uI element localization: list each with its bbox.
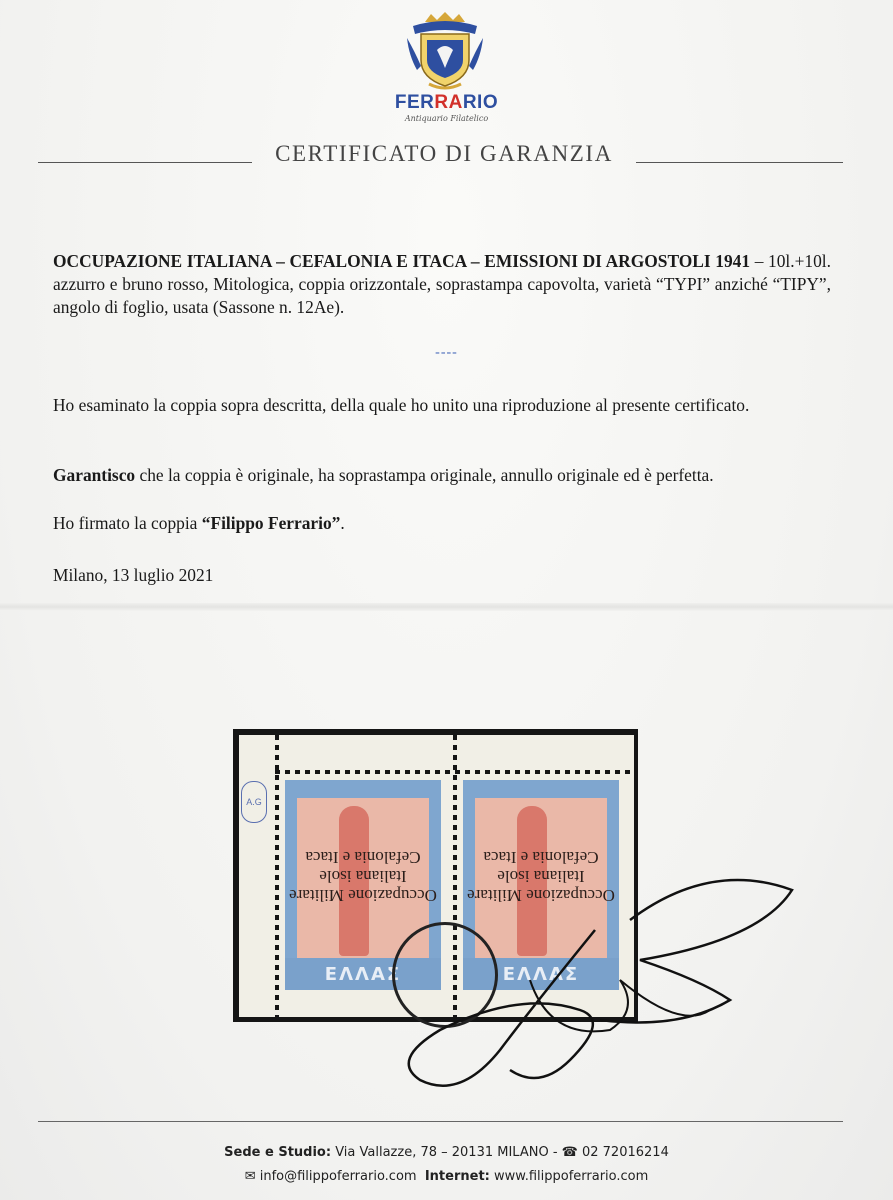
examination-statement: Ho esaminato la coppia sopra descritta, della quale ho unito una riproduzione al presente certificato. [53, 395, 750, 415]
handwritten-signature [380, 860, 800, 1105]
envelope-icon: ✉ [244, 1169, 256, 1184]
overprint-line-2: Italiana isole [319, 867, 407, 886]
website-link[interactable]: www.filippoferrario.com [489, 1169, 649, 1184]
coat-of-arms-logo [405, 12, 485, 90]
email-address[interactable]: info@filippoferrario.com [255, 1169, 417, 1184]
overprint-line-3: Cefalonia e Itaca [305, 848, 421, 867]
overprint-line-1: Occupazione Militare [467, 886, 615, 905]
overprint-line-3: Cefalonia e Itaca [483, 848, 599, 867]
address-text: Via Vallazze, 78 – 20131 MILANO - [331, 1145, 562, 1160]
place-date: Milano, 13 luglio 2021 [53, 565, 214, 585]
signed-end: . [340, 513, 345, 533]
stamp-country-label: ΕΛΛΑΣ [324, 964, 402, 985]
description-text: – 10l.+10l. azzurro e bruno rosso, Mitologica, coppia orizzontale, soprastampa capovolta, varietà “TYPI” anziché “TIPY”, angolo di foglio, usata (Sassone n. 12Ae). [53, 251, 831, 317]
footer-contacts [0, 1169, 893, 1184]
overprint-line-2: Italiana isole [497, 867, 585, 886]
certificate-title: CERTIFICATO DI GARANZIA [275, 141, 613, 166]
guarantee-statement [53, 464, 831, 487]
internet-label: Internet: [424, 1169, 490, 1184]
page-fold [0, 603, 893, 611]
overprint-line-1: Occupazione Militare [289, 886, 437, 905]
title-rule-right [636, 162, 843, 163]
guarantee-text: che la coppia è originale, ha soprastampa originale, annullo originale ed è perfetta. [135, 465, 714, 485]
address-label: Sede e Studio: [224, 1145, 332, 1160]
stamp-country-label: ΕΛΛΑΣ [502, 964, 580, 985]
phone-icon: ☎ [561, 1145, 578, 1160]
phone-number: 02 72016214 [577, 1145, 669, 1160]
description-heading: OCCUPAZIONE ITALIANA – CEFALONIA E ITACA – EMISSIONI DI ARGOSTOLI 1941 [53, 251, 751, 271]
footer-address [0, 1145, 893, 1160]
title-rule-left [38, 162, 252, 163]
guarantee-keyword: Garantisco [53, 465, 136, 485]
item-description [53, 250, 831, 319]
separator: ---- [435, 345, 458, 360]
footer-rule [38, 1121, 843, 1122]
perforation-left [275, 735, 279, 1017]
brand-logo-text: FERRARIO [394, 92, 499, 113]
perforation-top [275, 770, 634, 774]
signature-statement [53, 512, 831, 535]
signed-text: Ho firmato la coppia [53, 513, 202, 533]
brand-tagline: Antiquario Filatelico [404, 114, 489, 123]
signer-name: “Filippo Ferrario” [201, 513, 341, 533]
expert-mark: A.G [241, 781, 267, 823]
